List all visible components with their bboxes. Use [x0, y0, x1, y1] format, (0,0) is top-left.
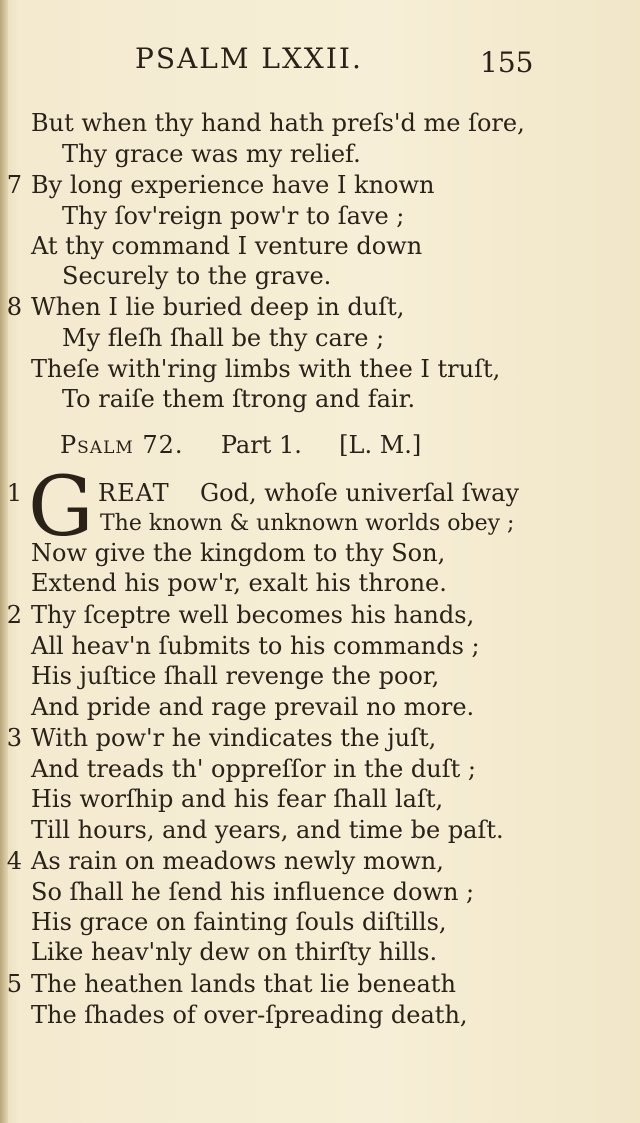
verse-number: 3	[6, 724, 22, 752]
verse-line: His juſtice ſhall revenge the poor,	[31, 662, 440, 690]
verse-number: 1	[6, 479, 22, 507]
verse-line: Like heav'nly dew on thirſty hills.	[31, 938, 438, 966]
verse-line: Extend his pow'r, exalt his throne.	[31, 569, 447, 597]
verse-line: 7 By long experience have I known	[0, 170, 640, 201]
verse-line: My fleſh ſhall be thy care ;	[62, 324, 385, 352]
verse-line: Now give the kingdom to thy Son,	[31, 539, 446, 567]
verse-number: 2	[6, 601, 22, 629]
verse-line: His worſhip and his fear ſhall laſt,	[31, 785, 444, 813]
verse-line: The ſhades of over-ſpreading death,	[31, 1001, 468, 1029]
verse-line: At thy command I venture down	[31, 232, 423, 260]
verse-line: 3 With pow'r he vindicates the juſt,	[0, 723, 640, 754]
verse-number: 5	[6, 970, 22, 998]
drop-cap: G	[28, 460, 94, 555]
psalm-title: Psalm 72.	[60, 431, 184, 459]
psalm-heading	[60, 428, 421, 462]
verse-line: 8 When I lie buried deep in duſt,	[0, 292, 640, 323]
psalm-meter: [L. M.]	[339, 431, 422, 459]
verse-line: 2 Thy ſceptre well becomes his hands,	[0, 600, 640, 631]
running-head: PSALM LXXII.	[135, 42, 363, 75]
page-header	[0, 40, 640, 80]
verse-line: To raiſe them ſtrong and fair.	[62, 385, 416, 413]
verse-line: So ſhall he ſend his influence down ;	[31, 878, 475, 906]
verse-line: Theſe with'ring limbs with thee I truſt,	[31, 355, 501, 383]
verse-line: 4 As rain on meadows newly mown,	[0, 846, 640, 877]
verse-line: Securely to the grave.	[62, 262, 332, 290]
psalm-part: Part 1.	[220, 431, 302, 459]
verse-number: 7	[6, 171, 22, 199]
verse-line: Thy grace was my relief.	[62, 140, 361, 168]
verse-number: 4	[6, 847, 22, 875]
verse-line: And treads th' oppreſſor in the duſt ;	[31, 755, 476, 783]
first-word: REAT	[98, 479, 170, 507]
verse-line: The known & unknown worlds obey ;	[100, 511, 515, 536]
page-number: 155	[480, 46, 534, 79]
verse-line: His grace on fainting ſouls diſtills,	[31, 908, 447, 936]
verse-line: And pride and rage prevail no more.	[31, 693, 475, 721]
verse-number: 8	[6, 293, 22, 321]
verse-line: All heav'n ſubmits to his commands ;	[31, 632, 480, 660]
verse-line: Thy ſov'reign pow'r to ſave ;	[62, 202, 405, 230]
verse-line: God, whoſe univerſal ſway	[200, 479, 520, 507]
verse-line: But when thy hand hath preſs'd me ſore,	[31, 109, 525, 137]
verse-line: Till hours, and years, and time be paſt.	[31, 816, 504, 844]
verse-line: 5 The heathen lands that lie beneath	[0, 969, 640, 1000]
